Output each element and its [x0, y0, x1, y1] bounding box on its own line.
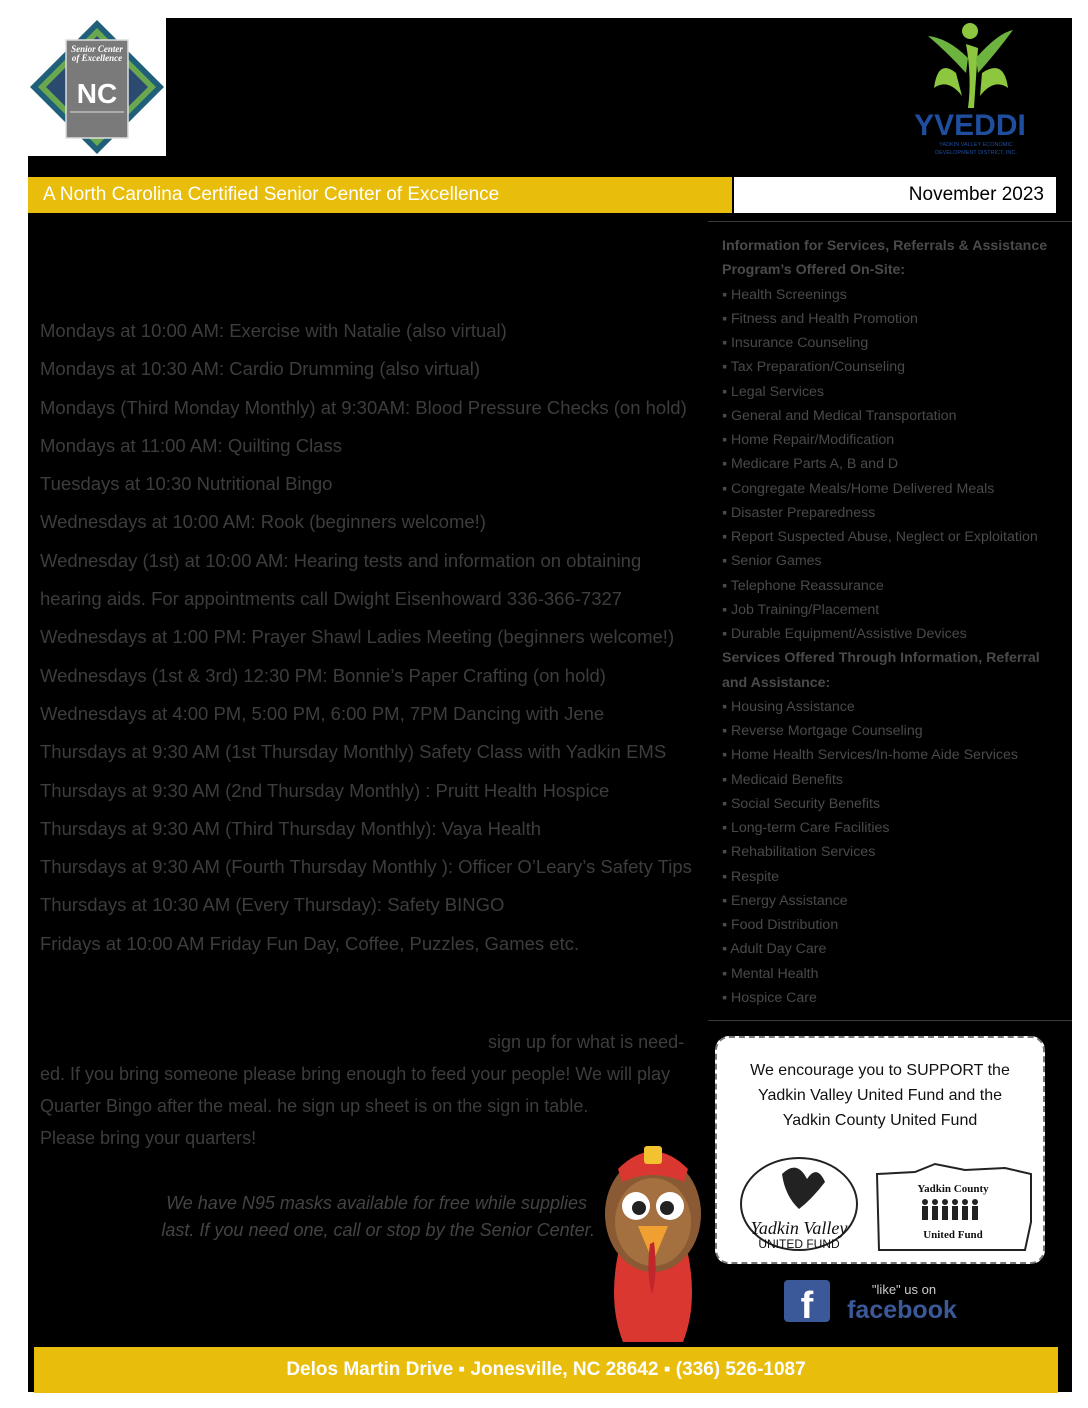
referral-service-item: ▪ Social Security Benefits — [722, 795, 881, 812]
schedule-item: Wednesday (1st) at 10:00 AM: Hearing tests and information on obtaining — [40, 549, 642, 571]
potluck-line: ed. If you bring someone please bring enough to feed your people! We will play — [40, 1064, 671, 1084]
referral-heading-cont: and Assistance: — [722, 674, 831, 691]
onsite-service-item: ▪ Health Screenings — [722, 286, 847, 303]
referral-service-item: ▪ Reverse Mortgage Counseling — [722, 723, 923, 739]
schedule-item: Thursdays at 9:30 AM (Third Thursday Monthly): Vaya Health — [40, 817, 542, 839]
schedule-item: Wednesdays at 1:00 PM: Prayer Shawl Ladies Meeting (beginners welcome!) — [40, 626, 675, 648]
onsite-service-item: ▪ Disaster Preparedness — [722, 504, 876, 521]
badge-line1: Senior Center — [71, 44, 123, 54]
onsite-service-item: ▪ Senior Games — [722, 553, 822, 570]
onsite-service-item: ▪ Fitness and Health Promotion — [722, 310, 918, 327]
footer-address: Delos Martin Drive ▪ Jonesville, NC 28642 ▪ (336) 526-1087 — [34, 1347, 1058, 1393]
schedule-item: Mondays (Third Monday Monthly) at 9:30AM: Blood Pressure Checks (on hold) — [40, 396, 687, 418]
schedule-item: Fridays at 10:00 AM Friday Fun Day, Coffee, Puzzles, Games etc. — [40, 932, 580, 954]
onsite-service-item: ▪ General and Medical Transportation — [722, 407, 957, 424]
referral-heading: Services Offered Through Information, Referral — [722, 650, 1040, 667]
onsite-service-item: ▪ Durable Equipment/Assistive Devices — [722, 626, 967, 642]
services-panel — [722, 234, 1067, 1010]
schedule-item: Thursdays at 9:30 AM (Fourth Thursday Monthly ): Officer O’Leary’s Safety Tips — [40, 856, 692, 878]
masks-notice — [120, 1190, 595, 1244]
referral-service-item: ▪ Adult Day Care — [722, 941, 827, 958]
referral-service-item: ▪ Housing Assistance — [722, 698, 855, 715]
yveddi-tagline2: DEVELOPMENT DISTRICT, INC. — [935, 150, 1017, 156]
facebook-like-text: "like" us on — [871, 1282, 937, 1297]
yc-logo-line2: United Fund — [923, 1229, 983, 1241]
onsite-service-item: ▪ Report Suspected Abuse, Neglect or Exploitation — [722, 529, 1038, 545]
masks-line: We have N95 masks available for free while supplies — [166, 1193, 587, 1213]
united-fund-line: Yadkin County United Fund — [782, 1112, 978, 1129]
united-fund-text — [717, 1058, 1043, 1133]
newsletter-date: November 2023 — [734, 177, 1056, 213]
potluck-line: sign up for what is need- — [488, 1032, 685, 1052]
united-fund-line: We encourage you to SUPPORT the — [750, 1062, 1010, 1079]
schedule-item: Mondays at 11:00 AM: Quilting Class — [40, 434, 342, 456]
onsite-service-item: ▪ Job Training/Placement — [722, 601, 880, 618]
badge-line2: of Excellence — [71, 53, 123, 63]
header-banner: A North Carolina Certified Senior Center of Excellence — [28, 177, 732, 213]
onsite-service-item: ▪ Medicare Parts A, B and D — [722, 456, 899, 473]
schedule-item: Thursdays at 9:30 AM (1st Thursday Monthly) Safety Class with Yadkin EMS — [40, 741, 667, 763]
schedule-item: Mondays at 10:30 AM: Cardio Drumming (also virtual) — [40, 358, 481, 380]
potluck-line: Quarter Bingo after the meal. he sign up sheet is on the sign in table. — [40, 1096, 589, 1116]
schedule-item: Tuesdays at 10:30 Nutritional Bingo — [40, 473, 333, 495]
referral-service-item: ▪ Long-term Care Facilities — [722, 820, 890, 836]
onsite-heading: Program’s Offered On-Site: — [722, 262, 906, 279]
referral-service-item: ▪ Respite — [722, 868, 780, 885]
turkey-illustration — [588, 1134, 718, 1344]
referral-service-item: ▪ Hospice Care — [722, 989, 817, 1006]
facebook-like-badge[interactable] — [784, 1278, 969, 1340]
facebook-brand: facebook — [847, 1296, 957, 1324]
yadkin-county-united-fund-logo — [875, 1162, 1035, 1254]
schedule-item: Wednesdays (1st & 3rd) 12:30 PM: Bonnie’s Paper Crafting (on hold) — [40, 664, 606, 686]
schedule-item: Wednesdays at 4:00 PM, 5:00 PM, 6:00 PM, 7PM Dancing with Jene — [40, 702, 605, 724]
weekly-schedule — [40, 312, 700, 963]
yveddi-logo — [908, 18, 1072, 158]
yveddi-tagline1: YADKIN VALLEY ECONOMIC — [939, 142, 1013, 148]
yadkin-valley-united-fund-logo — [737, 1154, 862, 1254]
divider — [708, 221, 1072, 222]
referral-service-item: ▪ Home Health Services/In-home Aide Services — [722, 747, 1018, 764]
masks-line: last. If you need one, call or stop by the Senior Center. — [161, 1220, 595, 1240]
schedule-item: Mondays at 10:00 AM: Exercise with Natalie (also virtual) — [40, 320, 507, 341]
onsite-service-item: ▪ Insurance Counseling — [722, 335, 869, 351]
united-fund-box — [715, 1036, 1045, 1264]
onsite-service-item: ▪ Telephone Reassurance — [722, 577, 884, 594]
nc-center-of-excellence-logo — [28, 18, 166, 156]
badge-mark: NC — [76, 78, 118, 109]
onsite-service-item: ▪ Congregate Meals/Home Delivered Meals — [722, 480, 995, 497]
united-fund-line: Yadkin Valley United Fund and the — [757, 1087, 1002, 1104]
svg-text:f: f — [800, 1285, 814, 1327]
schedule-item: Thursdays at 9:30 AM (2nd Thursday Monthly) : Pruitt Health Hospice — [40, 779, 610, 801]
schedule-item: hearing aids. For appointments call Dwight Eisenhoward 336-366-7327 — [40, 588, 623, 610]
yv-logo-line1: Yadkin Valley — [750, 1218, 848, 1238]
referral-service-item: ▪ Food Distribution — [722, 917, 839, 933]
onsite-service-item: ▪ Legal Services — [722, 383, 825, 400]
yc-logo-line1: Yadkin County — [917, 1183, 989, 1195]
schedule-item: Wednesdays at 10:00 AM: Rook (beginners welcome!) — [40, 511, 486, 533]
schedule-item: Thursdays at 10:30 AM (Every Thursday): Safety BINGO — [40, 894, 505, 916]
referral-service-item: ▪ Energy Assistance — [722, 892, 848, 909]
divider — [708, 1020, 1072, 1021]
referral-service-item: ▪ Medicaid Benefits — [722, 771, 843, 788]
onsite-service-item: ▪ Tax Preparation/Counseling — [722, 359, 906, 376]
yv-logo-line2: UNITED FUND — [758, 1237, 840, 1251]
yveddi-name: YVEDDI — [914, 109, 1026, 142]
onsite-service-item: ▪ Home Repair/Modification — [722, 432, 895, 448]
referral-service-item: ▪ Mental Health — [722, 965, 819, 982]
services-heading: Information for Services, Referrals & Assistance — [722, 238, 1048, 254]
potluck-line: Please bring your quarters! — [40, 1128, 257, 1148]
referral-service-item: ▪ Rehabilitation Services — [722, 844, 876, 861]
